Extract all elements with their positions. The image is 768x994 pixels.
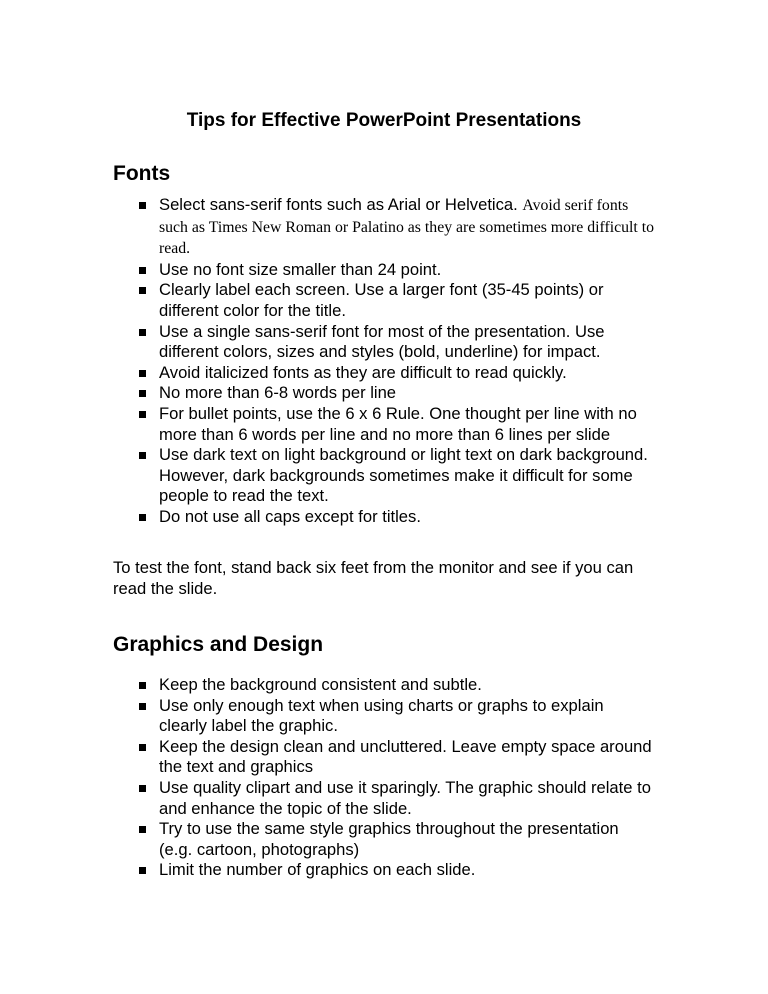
square-bullet-icon — [139, 370, 146, 377]
bullet-text: Use a single sans-serif font for most of the presentation. Use different colors, sizes and styles (bold, underline) for impact. — [159, 321, 605, 362]
list-item — [136, 404, 656, 445]
bullet-text: Do not use all caps except for titles. — [159, 506, 421, 526]
bullet-text: Try to use the same style graphics throughout the presentation (e.g. cartoon, photographs) — [159, 819, 619, 859]
document-title: Tips for Effective PowerPoint Presentations — [186, 110, 582, 131]
list-item — [136, 445, 656, 507]
list-item — [136, 322, 656, 363]
square-bullet-icon — [139, 287, 146, 294]
list-item — [136, 260, 656, 281]
bullet-text: Select sans-serif fonts such as Arial or Helvetica. — [159, 195, 523, 214]
square-bullet-icon — [139, 267, 146, 274]
square-bullet-icon — [139, 514, 146, 521]
bullet-text: Use no font size smaller than 24 point. — [159, 259, 442, 279]
square-bullet-icon — [139, 411, 146, 418]
list-item — [136, 363, 656, 384]
list-item — [136, 195, 656, 260]
graphics-bullet-list — [136, 675, 656, 881]
bullet-text: Use quality clipart and use it sparingly. The graphic should relate to and enhance the topic of the slide. — [159, 777, 651, 818]
list-item — [136, 778, 656, 819]
square-bullet-icon — [139, 452, 146, 459]
square-bullet-icon — [139, 744, 146, 751]
fonts-heading: Fonts — [113, 162, 171, 185]
square-bullet-icon — [139, 826, 146, 833]
bullet-text: Use only enough text when using charts or graphs to explain clearly label the graphic. — [159, 695, 604, 736]
fonts-bullet-list — [136, 195, 656, 528]
list-item — [136, 383, 656, 404]
bullet-text: Keep the background consistent and subtle. — [159, 675, 482, 694]
bullet-text: Avoid italicized fonts as they are difficult to read quickly. — [159, 362, 567, 382]
square-bullet-icon — [139, 390, 146, 397]
list-item — [136, 675, 656, 696]
list-item — [136, 819, 656, 860]
square-bullet-icon — [139, 202, 146, 209]
bullet-text: Keep the design clean and uncluttered. Leave empty space around the text and graphics — [159, 736, 652, 777]
list-item — [136, 737, 656, 778]
graphics-design-heading: Graphics and Design — [113, 633, 324, 656]
bullet-text: No more than 6-8 words per line — [159, 383, 397, 403]
square-bullet-icon — [139, 867, 146, 874]
bullet-text: For bullet points, use the 6 x 6 Rule. One thought per line with no more than 6 words per line and no more than 6 lines per slide — [159, 403, 637, 444]
bullet-serif-text: Avoid serif fonts such as Times New Roman or Palatino as they are sometimes more difficult to read. — [159, 197, 655, 258]
bullet-text: Limit the number of graphics on each slide. — [159, 860, 476, 880]
list-item — [136, 696, 656, 737]
list-item — [136, 280, 656, 321]
square-bullet-icon — [139, 682, 146, 689]
list-item — [136, 860, 656, 881]
bullet-text: Clearly label each screen. Use a larger font (35-45 points) or different color for the title. — [159, 280, 604, 320]
list-item — [136, 507, 656, 528]
bullet-text: Use dark text on light background or light text on dark background. However, dark backgrounds sometimes make it difficult for some people to read the text. — [159, 445, 648, 506]
square-bullet-icon — [139, 785, 146, 792]
font-test-paragraph: To test the font, stand back six feet from the monitor and see if you can read the slide. — [113, 558, 634, 598]
square-bullet-icon — [139, 329, 146, 336]
square-bullet-icon — [139, 703, 146, 710]
